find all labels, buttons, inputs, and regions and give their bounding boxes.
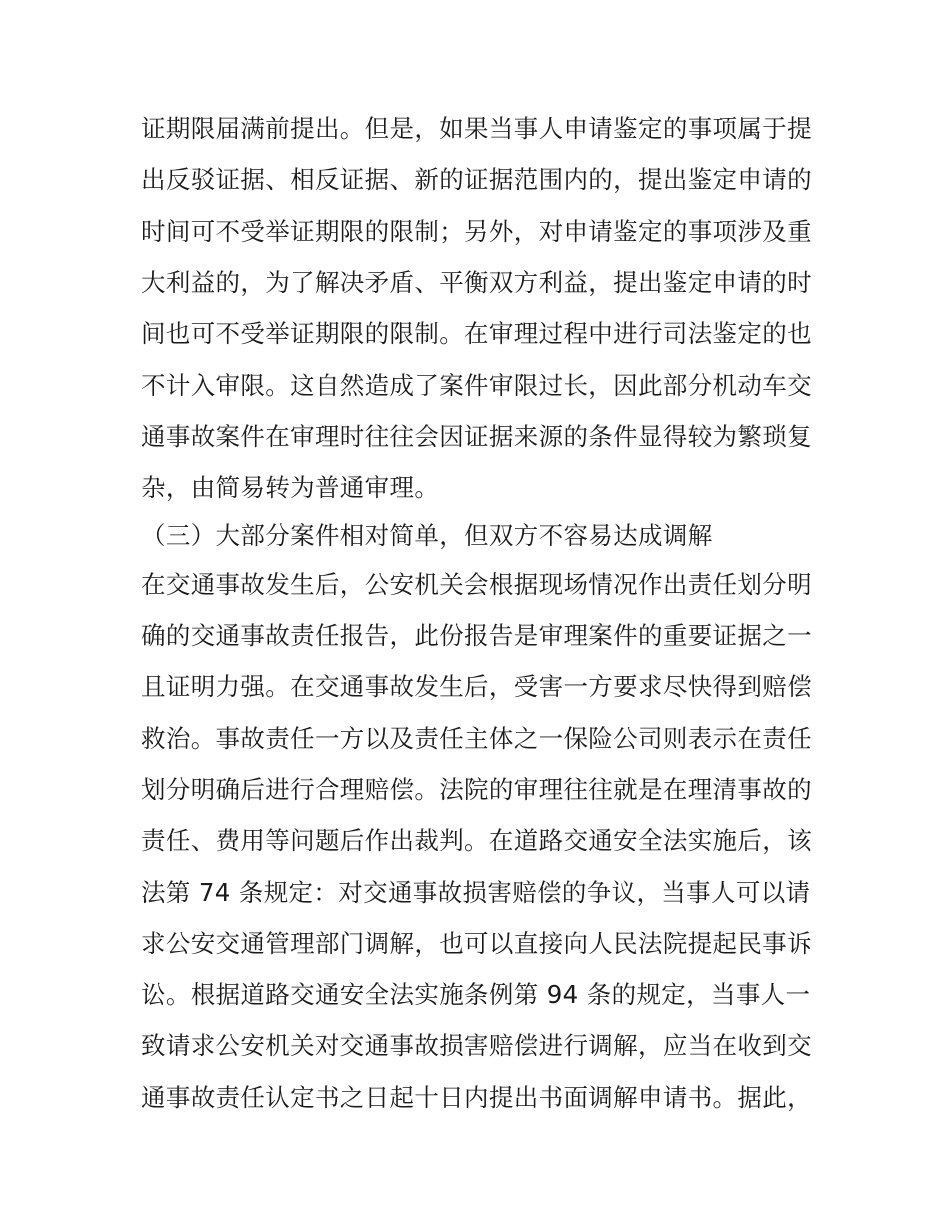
text-line: 通事故责任认定书之日起十日内提出书面调解申请书。据此， — [141, 1083, 812, 1112]
text-line: 致请求公安机关对交通事故损害赔偿进行调解，应当在收到交 — [141, 1031, 812, 1060]
text-line: 出反驳证据、相反证据、新的证据范围内的，提出鉴定申请的 — [141, 165, 812, 194]
text-line: 大利益的，为了解决矛盾、平衡双方利益，提出鉴定申请的时 — [141, 268, 812, 297]
text-line: 且证明力强。在交通事故发生后，受害一方要求尽快得到赔偿 — [141, 672, 812, 701]
text-line: 求公安交通管理部门调解，也可以直接向人民法院提起民事诉 — [141, 929, 812, 958]
text-line: 时间可不受举证期限的限制；另外，对申请鉴定的事项涉及重 — [141, 217, 812, 246]
text-line: 通事故案件在审理时往往会因证据来源的条件显得较为繁琐复 — [141, 422, 812, 451]
text-line: 确的交通事故责任报告，此份报告是审理案件的重要证据之一 — [141, 621, 812, 650]
text-line: 间也可不受举证期限的限制。在审理过程中进行司法鉴定的也 — [141, 319, 812, 348]
section-heading: （三）大部分案件相对简单，但双方不容易达成调解 — [141, 521, 713, 550]
text-line: 法第 74 条规定：对交通事故损害赔偿的争议，当事人可以请 — [141, 878, 811, 907]
text-line: 讼。根据道路交通安全法实施条例第 94 条的规定，当事人一 — [141, 980, 811, 1009]
text-line: 不计入审限。这自然造成了案件审限过长，因此部分机动车交 — [141, 371, 812, 400]
text-line: 责任、费用等问题后作出裁判。在道路交通安全法实施后，该 — [141, 826, 812, 855]
text-line: 在交通事故发生后，公安机关会根据现场情况作出责任划分明 — [141, 570, 812, 599]
text-line: 证期限届满前提出。但是，如果当事人申请鉴定的事项属于提 — [141, 114, 812, 143]
text-line: 杂，由简易转为普通审理。 — [141, 473, 440, 502]
text-line: 划分明确后进行合理赔偿。法院的审理往往就是在理清事故的 — [141, 775, 812, 804]
text-line: 救治。事故责任一方以及责任主体之一保险公司则表示在责任 — [141, 724, 812, 753]
